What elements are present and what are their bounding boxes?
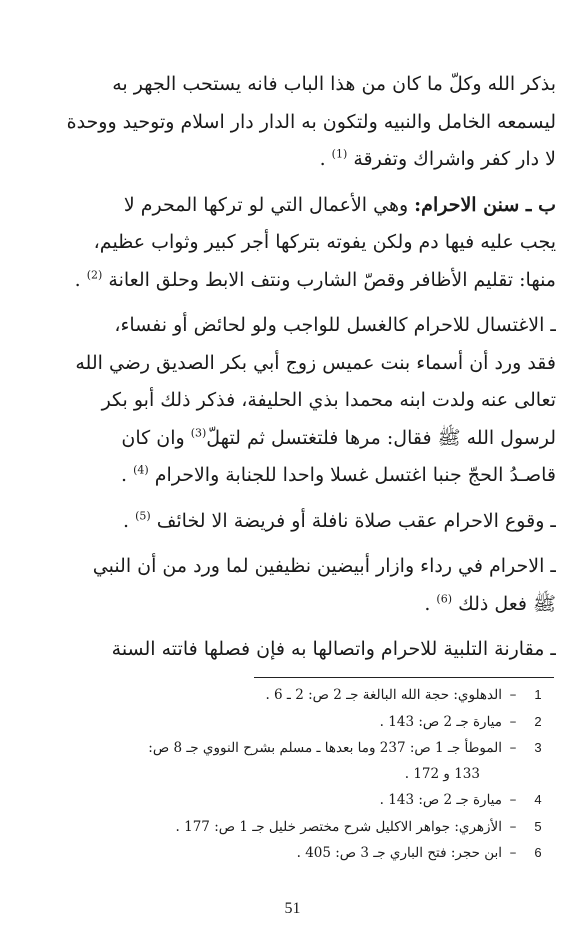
- text-line-content: قاصـدُ الحجّ جنبا اغتسل غسلا واحدا للجنابة والاحرام: [154, 464, 556, 486]
- text-line: تعالى عنه ولدت ابنه محمدا بذي الحليفة، فذكر ذلك أبو بكر: [101, 389, 556, 411]
- footnote-text: ميارة جـ 2 ص: 143 .: [379, 713, 502, 730]
- footnote-continuation: [40, 762, 552, 788]
- footnote-ref: (3): [190, 426, 207, 440]
- footnote-dash: –: [509, 845, 517, 861]
- text-line: ـ مقارنة التلبية للاحرام واتصالها به فإن فصلها فاتته السنة: [111, 638, 556, 660]
- text-line: ـ وقوع الاحرام عقب صلاة نافلة أو فريضة الا لخائف $^{(5)}$ .: [122, 509, 556, 532]
- footnote-dash: –: [509, 740, 517, 756]
- text-line: فقد ورد أن أسماء بنت عميس زوج أبي بكر الصديق رضي الله: [75, 351, 556, 374]
- footnote-number: 1: [534, 687, 542, 702]
- page-number: 51: [284, 900, 301, 917]
- footnote-ref: (5): [135, 509, 151, 523]
- footnote-item: [40, 814, 552, 841]
- section-heading-line: [34, 187, 556, 225]
- footnote-text: الموطأ جـ 1 ص: 237 وما بعدها ـ مسلم بشرح النووي جـ 8 ص:: [148, 740, 502, 756]
- text-line-content: ﷺ فعل ذلك: [458, 592, 556, 615]
- footnote-number: 5: [534, 818, 542, 834]
- footnote-ref: (4): [133, 463, 149, 477]
- text-line: منها: تقليم الأظافر وقصّ الشارب ونتف الابط وحلق العانة $^{(2)}$ .: [74, 268, 556, 291]
- text-line: [34, 420, 556, 458]
- footnote-number: 3: [534, 740, 542, 755]
- section-heading-rest: وهي الأعمال التي لو تركها المحرم لا: [123, 193, 415, 216]
- footnote-text: الأزهري: جواهر الاكليل شرح مختصر خليل جـ 1 ص: 177 .: [175, 818, 502, 835]
- footnote-text: ميارة جـ 2 ص: 143 .: [379, 792, 502, 808]
- footnote-number: 2: [534, 713, 542, 729]
- footnote-item: [40, 709, 552, 736]
- footnote-text: 133 و 172 .: [404, 765, 480, 782]
- footnote-dash: –: [509, 687, 517, 703]
- footnote-item: [40, 787, 552, 814]
- text-line-content: منها: تقليم الأظافر وقصّ الشارب ونتف الابط وحلق العانة: [108, 268, 556, 291]
- footnote-text: ابن حجر: فتح الباري جـ 3 ص: 405 .: [296, 845, 502, 861]
- footnote-ref: (2): [86, 268, 103, 282]
- section-heading: ب ـ سنن الاحرام:: [414, 193, 556, 216]
- main-text: [34, 66, 556, 669]
- footnote-divider: [254, 677, 554, 678]
- footnote-item: [40, 840, 552, 867]
- footnote-item: [40, 682, 552, 709]
- text-line: ـ الاغتسال للاحرام كالغسل للواجب ولو لحائض أو نفساء،: [114, 314, 556, 336]
- footnote-number: 4: [534, 792, 542, 807]
- footnote-dash: –: [509, 818, 517, 835]
- footnote-dash: –: [509, 713, 517, 730]
- text-line: بذكر الله وكلّ ما كان من هذا الباب فانه يستحب الجهر به: [112, 73, 556, 95]
- footnote-number: 6: [534, 845, 542, 860]
- text-line: لا دار كفر واشراك وتفرقة $^{(1)}$ .: [319, 147, 556, 170]
- footnotes: [40, 682, 552, 867]
- text-line: قاصـدُ الحجّ جنبا اغتسل غسلا واحدا للجنابة والاحرام $^{(4)}$ .: [120, 463, 556, 486]
- text-line: يجب عليه فيها دم ولكن يفوته بتركها أجر كبير وثواب عظيم،: [93, 231, 556, 253]
- text-line: ليسمعه الخامل والنبيه ولتكون به الدار دار اسلام وتوحيد ووحدة: [66, 110, 556, 133]
- text-line-content: لرسول الله ﷺ فقال: مرها فلتغتسل ثم لتهلّ$^{(3)}$ وان كان: [121, 426, 556, 449]
- footnote-item: [40, 735, 552, 762]
- text-line: ﷺ فعل ذلك $^{(6)}$ .: [424, 592, 556, 615]
- text-line-content: ـ وقوع الاحرام عقب صلاة نافلة أو فريضة الا لخائف: [156, 509, 556, 532]
- footnote-text: الدهلوي: حجة الله البالغة جـ 2 ص: 2 ـ 6 .: [265, 687, 502, 703]
- footnote-dash: –: [509, 792, 517, 808]
- footnote-ref: (6): [436, 592, 453, 606]
- text-line: ـ الاحرام في رداء وازار أبيضين نظيفين لما ورد من أن النبي: [92, 555, 556, 577]
- footnote-ref: (1): [331, 147, 348, 161]
- text-line-content: لا دار كفر واشراك وتفرقة: [353, 148, 556, 170]
